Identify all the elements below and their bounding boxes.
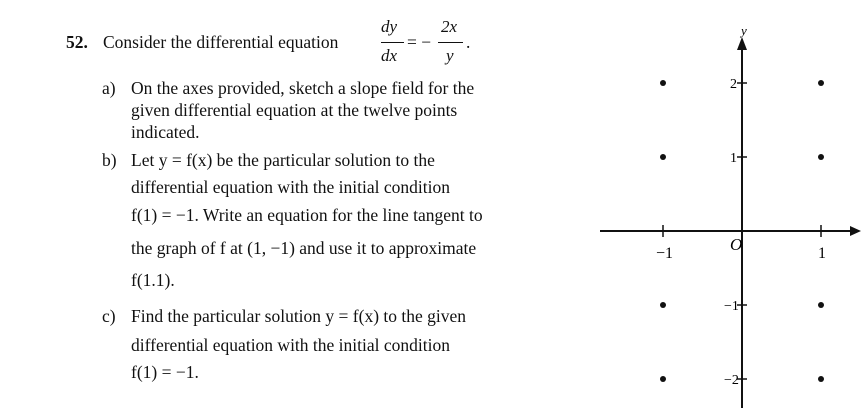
part-b-line-4: the graph of f at (1, −1) and use it to approximate [131, 238, 477, 258]
y-tick-label: 1 [730, 151, 737, 166]
x-tick-label: 1 [818, 245, 826, 262]
rhs-fraction-bar [438, 42, 463, 43]
part-a-line-3: indicated. [131, 122, 200, 142]
y-axis-arrow [737, 37, 747, 50]
part-b-line-1: Let y = f(x) be the particular solution to the [131, 150, 435, 170]
part-a-line-1: On the axes provided, sketch a slope field for the [131, 78, 475, 98]
slope-field-point [660, 154, 666, 160]
slope-field-point [818, 376, 824, 382]
part-b-line-5: f(1.1). [131, 270, 175, 290]
slope-field-point [660, 376, 666, 382]
x-axis-arrow [850, 226, 861, 236]
problem-number: 52. [66, 32, 88, 52]
slope-field-point [660, 80, 666, 86]
slope-field-point [818, 80, 824, 86]
slope-field-point [818, 154, 824, 160]
y-tick-label: 2 [730, 77, 737, 92]
lhs-numerator: dy [381, 17, 398, 36]
y-tick-label: −2 [724, 373, 739, 388]
part-b-line-3: f(1) = −1. Write an equation for the line tangent to [131, 205, 483, 225]
part-c-label: c) [102, 306, 116, 326]
rhs-numerator: 2x [441, 17, 458, 36]
lhs-fraction-bar [381, 42, 404, 43]
part-c-line-3: f(1) = −1. [131, 362, 199, 382]
part-a-line-2: given differential equation at the twelve points [131, 100, 458, 120]
axes-svg [600, 0, 861, 408]
part-b-line-2: differential equation with the initial condition [131, 177, 450, 197]
part-a-label: a) [102, 78, 116, 98]
slope-field-point [818, 302, 824, 308]
y-axis-label: y [741, 23, 747, 38]
rhs-denominator: y [446, 46, 454, 65]
problem-intro: Consider the differential equation [103, 32, 339, 52]
y-tick-label: −1 [724, 299, 739, 314]
equation-period: . [466, 32, 471, 52]
part-c-line-1: Find the particular solution y = f(x) to the given [131, 306, 467, 326]
part-c-line-2: differential equation with the initial condition [131, 335, 450, 355]
lhs-denominator: dx [381, 46, 398, 65]
equation-equals: = − [407, 32, 432, 52]
slope-field-axes [600, 0, 861, 408]
slope-field-point [660, 302, 666, 308]
origin-label: O [730, 235, 743, 254]
part-b-label: b) [102, 150, 117, 170]
x-tick-label: −1 [656, 245, 674, 262]
